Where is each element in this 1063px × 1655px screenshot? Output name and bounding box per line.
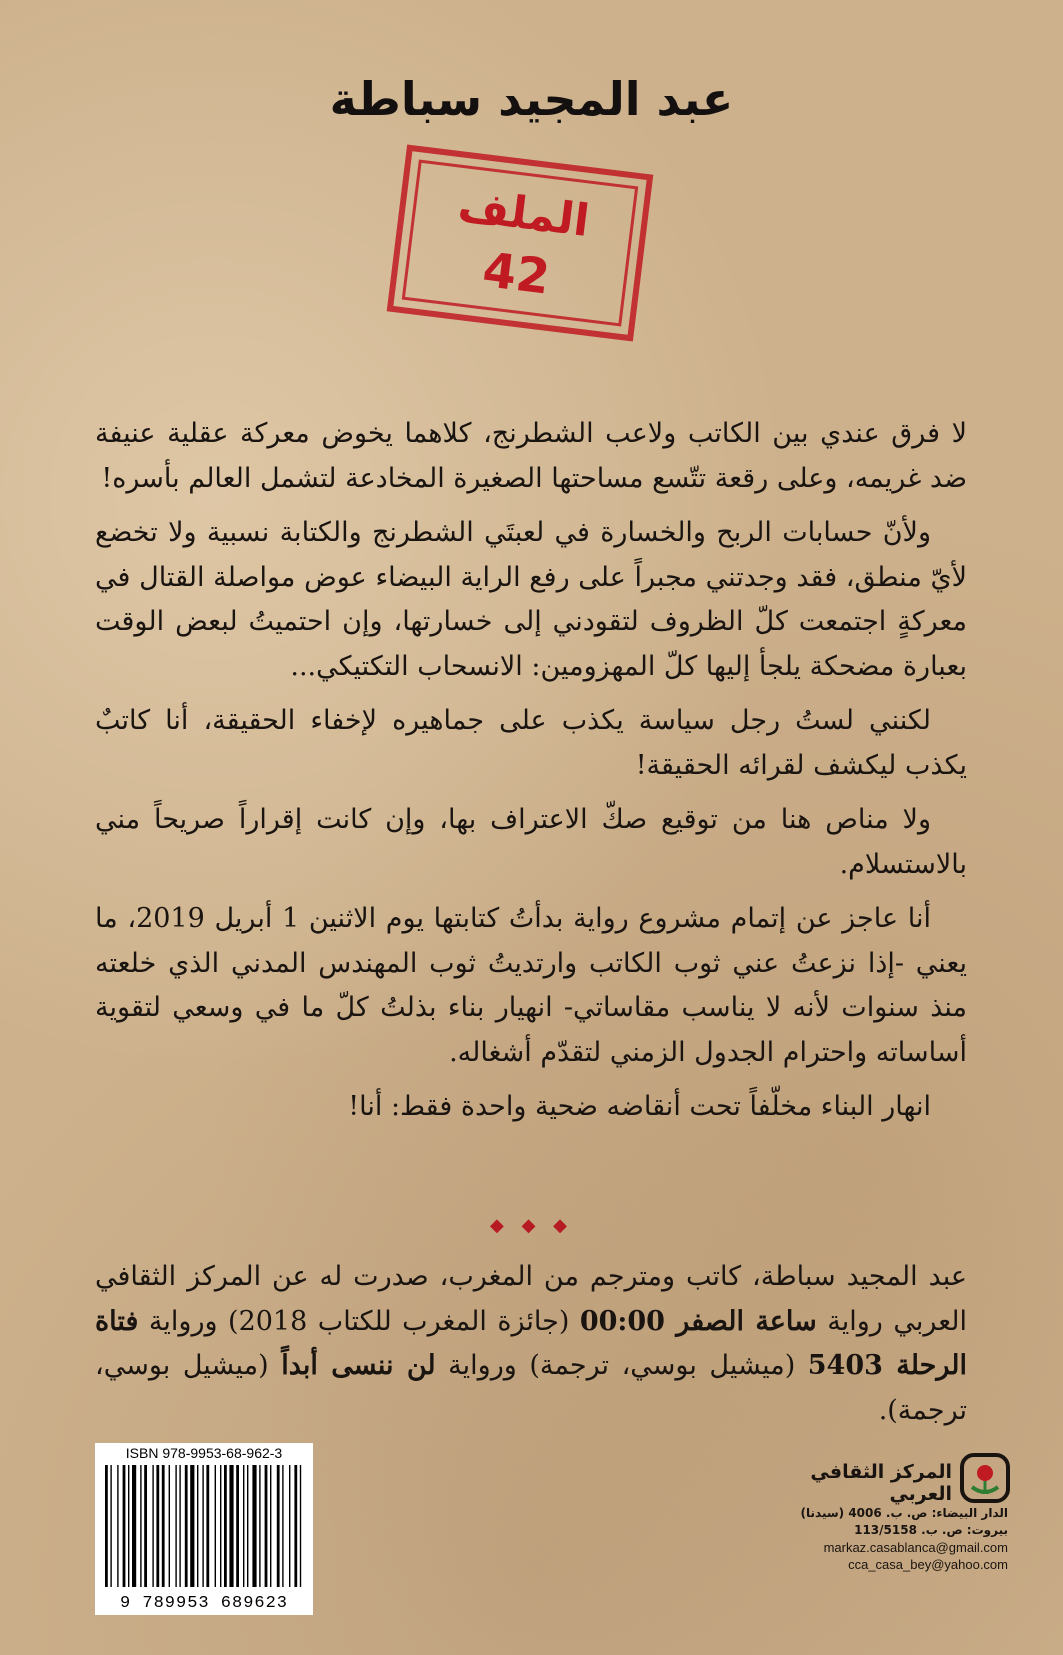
stamp-number: 42 — [479, 241, 553, 306]
address-beirut: بيروت: ص. ب. 113/5158 — [854, 1523, 1008, 1537]
barcode — [95, 1443, 313, 1615]
bio-text: (ميشيل بوسي، ترجمة) ورواية — [435, 1350, 808, 1381]
barcode-bars-icon — [103, 1465, 305, 1589]
book-title: لن ننسى أبداً — [281, 1350, 436, 1381]
publisher-addresses — [776, 1505, 1008, 1573]
author-bio-paragraph — [95, 1255, 967, 1433]
file-stamp — [386, 143, 655, 342]
publisher-email: cca_casa_bey@yahoo.com — [848, 1557, 1008, 1572]
publisher-logo-icon — [960, 1453, 1010, 1503]
publisher-name: المركز الثقافي العربي — [810, 1461, 952, 1505]
blurb-paragraph: لا فرق عندي بين الكاتب ولاعب الشطرنج، كلاهما يخوض معركة عقلية عنيفة ضد غريمه، وعلى رقعة تتّسع مساحتها الصغيرة المخادعة لتشمل العالم بأسره! — [95, 418, 967, 494]
barcode-digits: 9 789953 689623 — [119, 1594, 289, 1613]
blurb-paragraph: انهار البناء مخلّفاً تحت أنقاضه ضحية واحدة فقط: أنا! — [348, 1091, 931, 1122]
author-bio — [95, 1255, 967, 1433]
book-title: فتاة الرحلة 5403 — [95, 1305, 968, 1381]
publisher-email: markaz.casablanca@gmail.com — [823, 1540, 1008, 1555]
author-name: عبد المجيد سباطة — [329, 72, 734, 126]
section-separator: ◆ ◆ ◆ — [490, 1215, 573, 1236]
bio-text: (ميشيل بوسي، ترجمة). — [95, 1350, 967, 1426]
blurb-paragraph: ولا مناص هنا من توقيع صكّ الاعتراف بها، وإن كانت إقراراً صريحاً مني بالاستسلام. — [95, 804, 967, 880]
blurb-paragraph: ولأنّ حسابات الربح والخسارة في لعبتَي الشطرنج والكتابة نسبية ولا تخضع لأيّ منطق، فقد وجدتني مجبراً على رفع الراية البيضاء عوض مواصلة القتال في معركةٍ اجتمعت كلّ الظروف لتقودني إلى خسارتها، وإن احتميتُ لبعض الوقت بعبارة مضحكة يلجأ إليها كلّ المهزومين: الانسحاب التكتيكي... — [95, 517, 967, 682]
book-title: ساعة الصفر 00:00 — [579, 1305, 817, 1337]
stamp-title: الملف — [455, 180, 592, 248]
blurb-paragraph: لكنني لستُ رجل سياسة يكذب على جماهيره لإخفاء الحقيقة، أنا كاتبٌ يكذب ليكشف لقرائه الحقيقة! — [95, 705, 967, 781]
bio-text: (جائزة المغرب للكتاب 2018) ورواية — [138, 1305, 580, 1337]
blurb-paragraph: أنا عاجز عن إتمام مشروع رواية بدأتُ كتابتها يوم الاثنين 1 أبريل 2019، ما يعني -إذا نزعتُ عني ثوب الكاتب وارتديتُ ثوب المهندس المدني الذي خلعته منذ سنوات لأنه لا يناسب مقاساتي- انهيار بناء بذلتُ كلّ ما في وسعي لتقوية أساساته واحترام الجدول الزمني لتقدّم أشغاله. — [95, 903, 967, 1068]
isbn-label: ISBN 978-9953-68-962-3 — [125, 1445, 283, 1461]
bio-text: عبد المجيد سباطة، كاتب ومترجم من المغرب، صدرت له عن المركز الثقافي العربي رواية — [95, 1261, 968, 1337]
address-casablanca: الدار البيضاء: ص. ب. 4006 (سيدنا) — [800, 1506, 1008, 1520]
blurb-text — [95, 412, 967, 1140]
